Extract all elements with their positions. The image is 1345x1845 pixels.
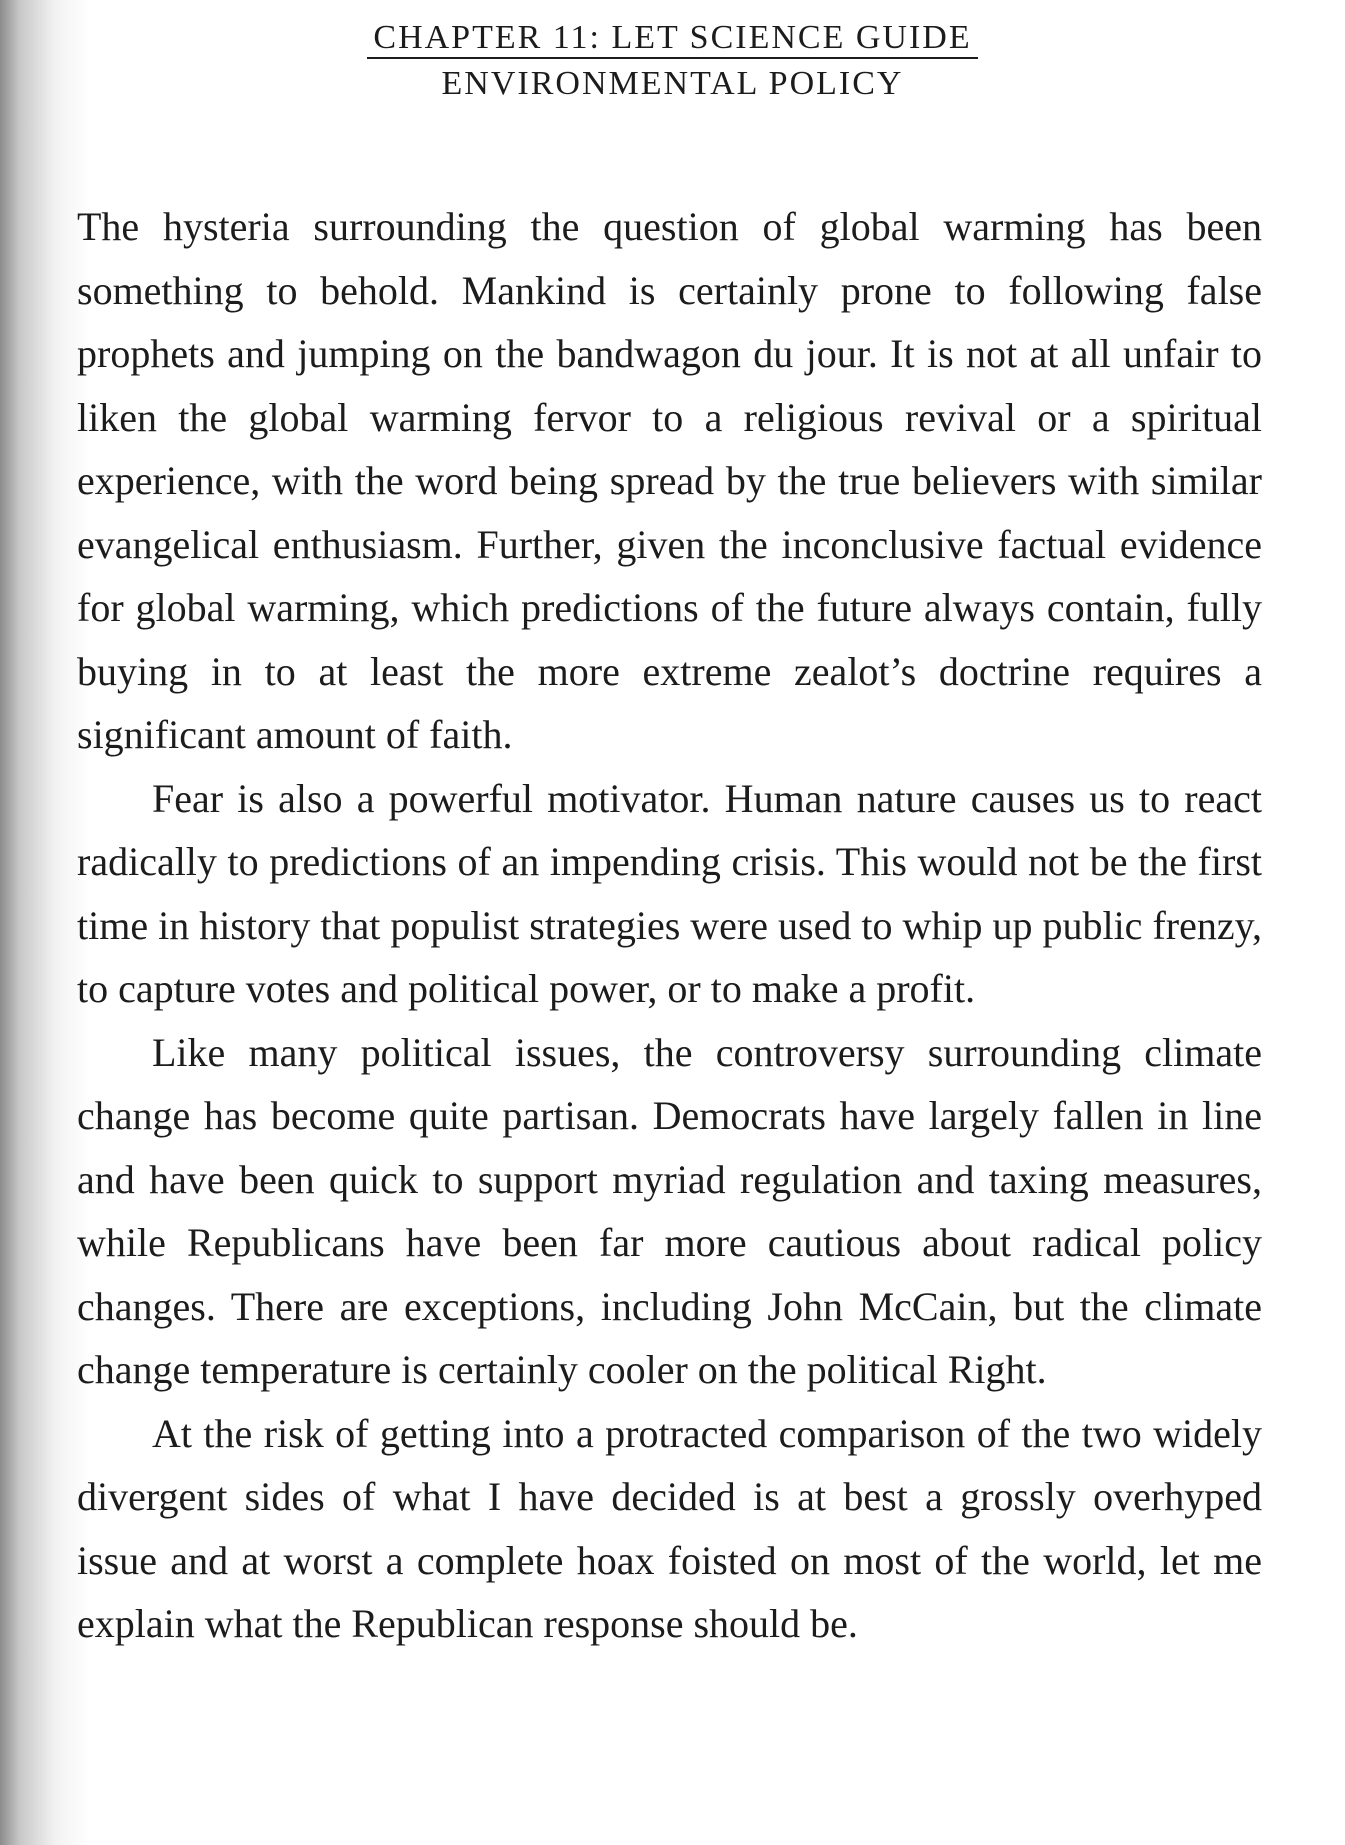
body-text — [77, 195, 1262, 1656]
chapter-subtitle: ENVIRONMENTAL POLICY — [441, 65, 904, 102]
chapter-title: CHAPTER 11: LET SCIENCE GUIDE — [0, 19, 1345, 57]
paragraph: At the risk of getting into a protracted comparison of the two widely divergent sides of what I have decided is at best a grossly overhyped issue and at worst a complete hoax foisted on most of the world, let me explain what the Republican response should be. — [77, 1410, 1262, 1646]
paragraph: The hysteria surrounding the question of global warming has been something to behold. Mankind is certainly prone to following false prophets and jumping on the bandwagon du jour. It is not at all unfair to liken the global warming fervor to a religious revival or a spiritual experience, with the word being spread by the true believers with similar evangelical enthusiasm. Further, given the inconclusive factual evidence for global warming, which predictions of the future always contain, fully buying in to at least the more extreme zealot’s doctrine requires a significant amount of faith. — [77, 204, 1262, 757]
paragraph: Fear is also a powerful motivator. Human nature causes us to react radically to predictions of an impending crisis. This would not be the first time in history that populist strategies were used to whip up public frenzy, to capture votes and political power, or to make a profit. — [77, 775, 1262, 1011]
paragraph: Like many political issues, the controversy surrounding climate change has become quite partisan. Democrats have largely fallen in line and have been quick to support myriad regulation and taxing measures, while Republicans have been far more cautious about radical policy changes. There are exceptions, including John McCain, but the climate change temperature is certainly cooler on the political Right. — [77, 1029, 1262, 1392]
